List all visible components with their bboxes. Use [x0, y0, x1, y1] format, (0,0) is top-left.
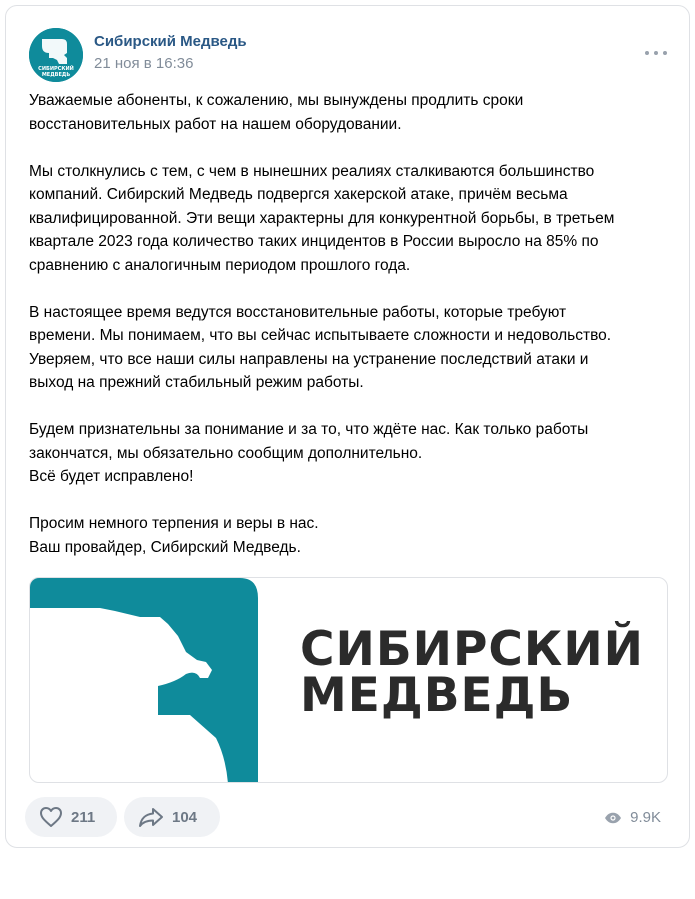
post-paragraph — [29, 160, 669, 278]
post-text-line: квалифицированной. Эти вещи характерны для конкурентной борьбы, в третьем — [29, 209, 615, 227]
post-text-line: Ваш провайдер, Сибирский Медведь. — [29, 538, 301, 556]
post-text-line: Мы столкнулись с тем, с чем в нынешних реалиях сталкиваются большинство — [29, 162, 595, 180]
views-counter — [604, 809, 661, 826]
post-text-line: восстановительных работ на нашем оборудовании. — [29, 115, 402, 133]
post-date[interactable]: 21 ноя в 16:36 — [94, 55, 194, 72]
post-text-line: закончатся, мы обязательно сообщим дополнительно. — [29, 444, 423, 462]
like-button[interactable] — [25, 797, 117, 837]
post-paragraph — [29, 418, 669, 489]
post-paragraph — [29, 89, 669, 136]
more-dots-icon — [645, 51, 649, 55]
heart-icon — [39, 806, 63, 828]
share-arrow-icon — [138, 806, 164, 828]
post-text-line: компаний. Сибирский Медведь подвергся хакерской атаке, причём весьма — [29, 186, 568, 203]
post-paragraph — [29, 301, 669, 395]
post-text-line: времени. Мы понимаем, что вы сейчас испытываете сложности и недовольство. — [29, 327, 612, 344]
post-text-line: Уважаемые абоненты, к сожалению, мы вынуждены продлить сроки — [29, 92, 524, 109]
post-image[interactable] — [29, 577, 668, 783]
like-count: 211 — [71, 808, 96, 826]
eye-icon — [604, 812, 622, 824]
post-text-line: Всё будет исправлено! — [29, 468, 194, 485]
post-text-line: Будем признательны за понимание и за то, что ждёте нас. Как только работы — [29, 421, 589, 438]
post-text-line: Уверяем, что все наши силы направлены на устранение последствий атаки и — [29, 350, 589, 368]
author-name[interactable]: Сибирский Медведь — [94, 33, 247, 50]
post-card — [5, 5, 690, 848]
views-count: 9.9K — [630, 809, 661, 826]
post-text-line: квартале 2023 года количество таких инцидентов в России выросло на 85% по — [29, 233, 599, 250]
share-button[interactable] — [124, 797, 220, 837]
post-paragraph — [29, 512, 669, 559]
post-text-line: сравнению с аналогичным периодом прошлого года. — [29, 256, 411, 274]
post-text-line: В настоящее время ведутся восстановительные работы, которые требуют — [29, 303, 567, 321]
svg-text:МЕДВЕДЬ: МЕДВЕДЬ — [41, 72, 71, 78]
svg-text:СИБИРСКИЙ: СИБИРСКИЙ — [38, 66, 74, 72]
bear-logo-icon — [29, 28, 83, 82]
post-text-line: выход на прежний стабильный режим работы. — [29, 374, 364, 391]
post-text-line: Просим немного терпения и веры в нас. — [29, 515, 319, 532]
brand-logo-text: СИБИРСКИЙ МЕДВЕДЬ — [300, 622, 645, 723]
post-text — [29, 89, 669, 559]
more-options-button[interactable] — [645, 46, 667, 60]
share-count: 104 — [172, 808, 198, 826]
author-avatar[interactable] — [29, 28, 83, 82]
